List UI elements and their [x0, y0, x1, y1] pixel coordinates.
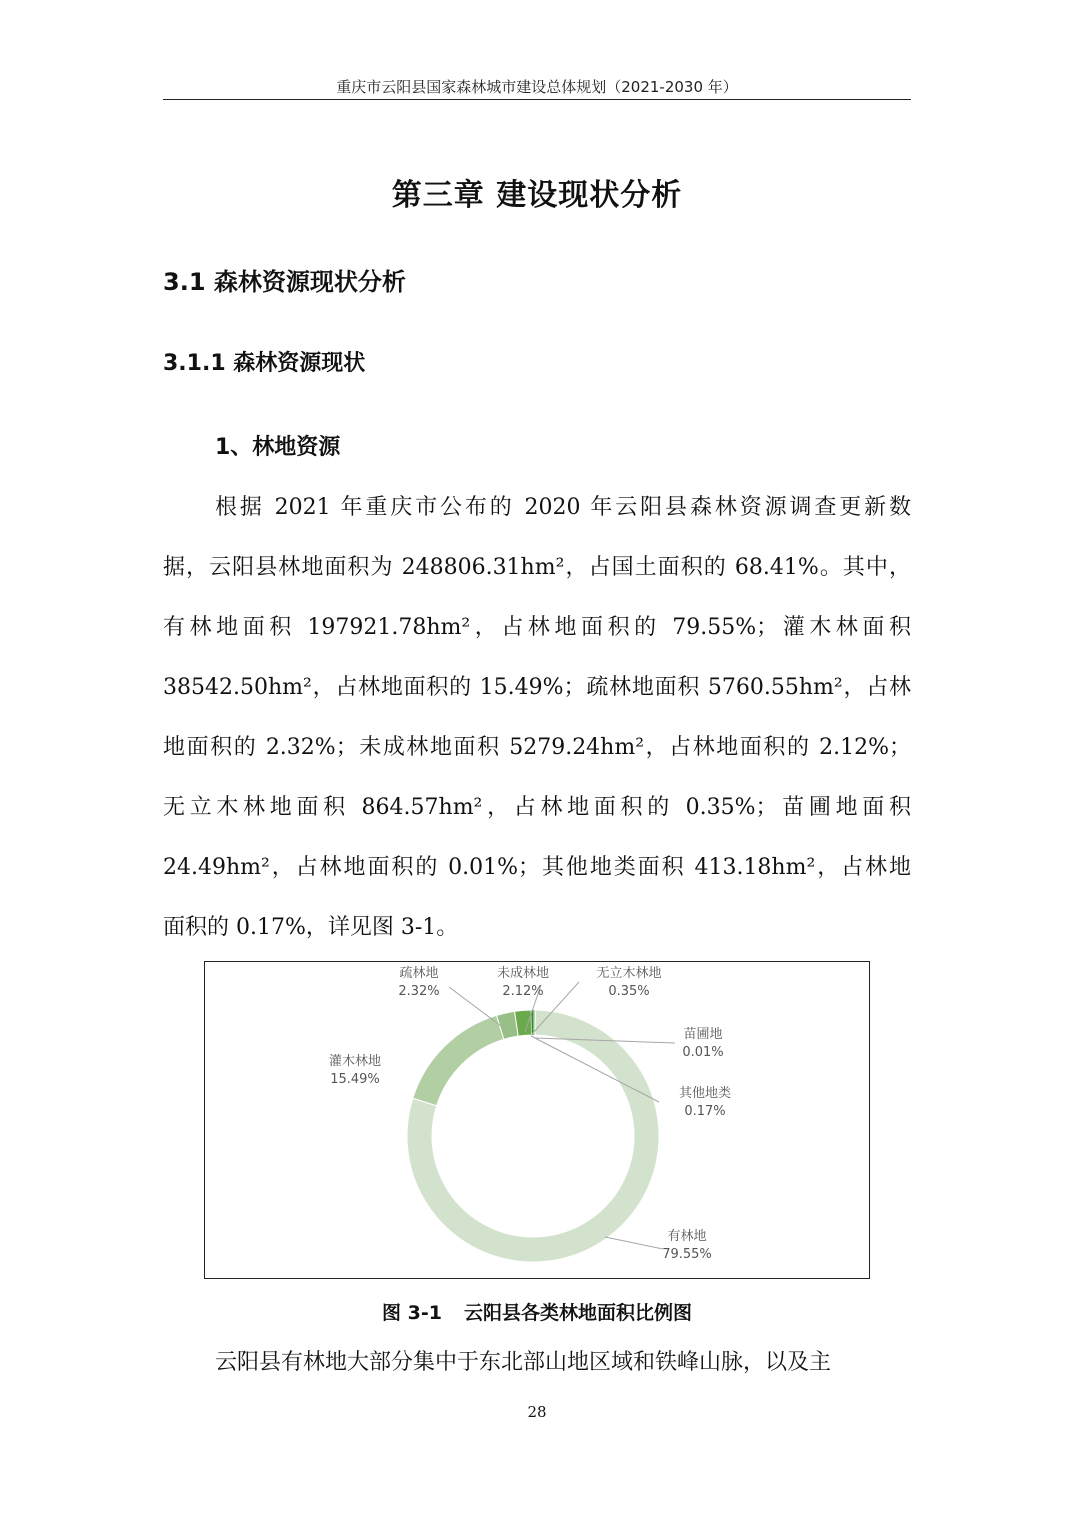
- paragraph-line: 24.49hm²，占林地面积的 0.01%；其他地类面积 413.18hm²，占林地: [163, 855, 911, 880]
- slice-label: 无立木林地: [596, 966, 662, 981]
- paragraph-line: 据，云阳县林地面积为 248806.31hm²，占国土面积的 68.41%。其中，: [163, 555, 911, 580]
- slice-value-label: 0.35%: [608, 984, 650, 999]
- slice-value-label: 0.17%: [684, 1104, 726, 1119]
- donut-chart: [205, 962, 871, 1280]
- slice-value-label: 2.12%: [502, 984, 544, 999]
- subsection-heading: 3.1.1 森林资源现状: [163, 351, 366, 376]
- page-number: 28: [527, 1403, 547, 1421]
- figure-caption-text: 云阳县各类林地面积比例图: [463, 1302, 692, 1324]
- paragraph-line: 面积的 0.17%，详见图 3-1。: [163, 915, 459, 940]
- slice-label: 有林地: [667, 1229, 707, 1244]
- paragraph-line: 有林地面积 197921.78hm²，占林地面积的 79.55%；灌木林面积: [163, 615, 911, 640]
- slice-label: 苗圃地: [683, 1027, 723, 1042]
- chapter-title: 第三章 建设现状分析: [391, 178, 683, 213]
- slice-value-label: 2.32%: [398, 984, 440, 999]
- paragraph-line: 云阳县有林地大部分集中于东北部山地区域和铁峰山脉，以及主: [215, 1350, 832, 1375]
- slice-value-label: 79.55%: [662, 1247, 712, 1262]
- running-header: 重庆市云阳县国家森林城市建设总体规划（2021-2030 年）: [336, 78, 738, 96]
- figure-number: 图 3-1: [382, 1302, 442, 1324]
- paragraph-line: 38542.50hm²，占林地面积的 15.49%；疏林地面积 5760.55hm²，占林: [163, 675, 911, 700]
- slice-label: 灌木林地: [328, 1054, 382, 1069]
- paragraph-line: 地面积的 2.32%；未成林地面积 5279.24hm²，占林地面积的 2.12%；: [163, 735, 911, 760]
- header-rule: [163, 99, 911, 100]
- item-heading: 1、林地资源: [215, 435, 341, 460]
- section-heading: 3.1 森林资源现状分析: [163, 268, 406, 296]
- slice-value-label: 0.01%: [682, 1045, 724, 1060]
- slice-label: 其他地类: [678, 1086, 732, 1101]
- slice-value-label: 15.49%: [330, 1072, 380, 1087]
- paragraph-line: 无立木林地面积 864.57hm²，占林地面积的 0.35%；苗圃地面积: [163, 795, 911, 820]
- slice-label: 未成林地: [496, 966, 550, 981]
- donut-slice: [413, 1015, 504, 1105]
- paragraph-line: 根据 2021 年重庆市公布的 2020 年云阳县森林资源调查更新数: [215, 495, 911, 520]
- donut-chart-figure: [204, 961, 870, 1279]
- leader-line: [449, 987, 501, 1026]
- figure-caption: [0, 1298, 1074, 1325]
- slice-label: 疏林地: [399, 966, 439, 981]
- leader-line: [605, 1237, 663, 1249]
